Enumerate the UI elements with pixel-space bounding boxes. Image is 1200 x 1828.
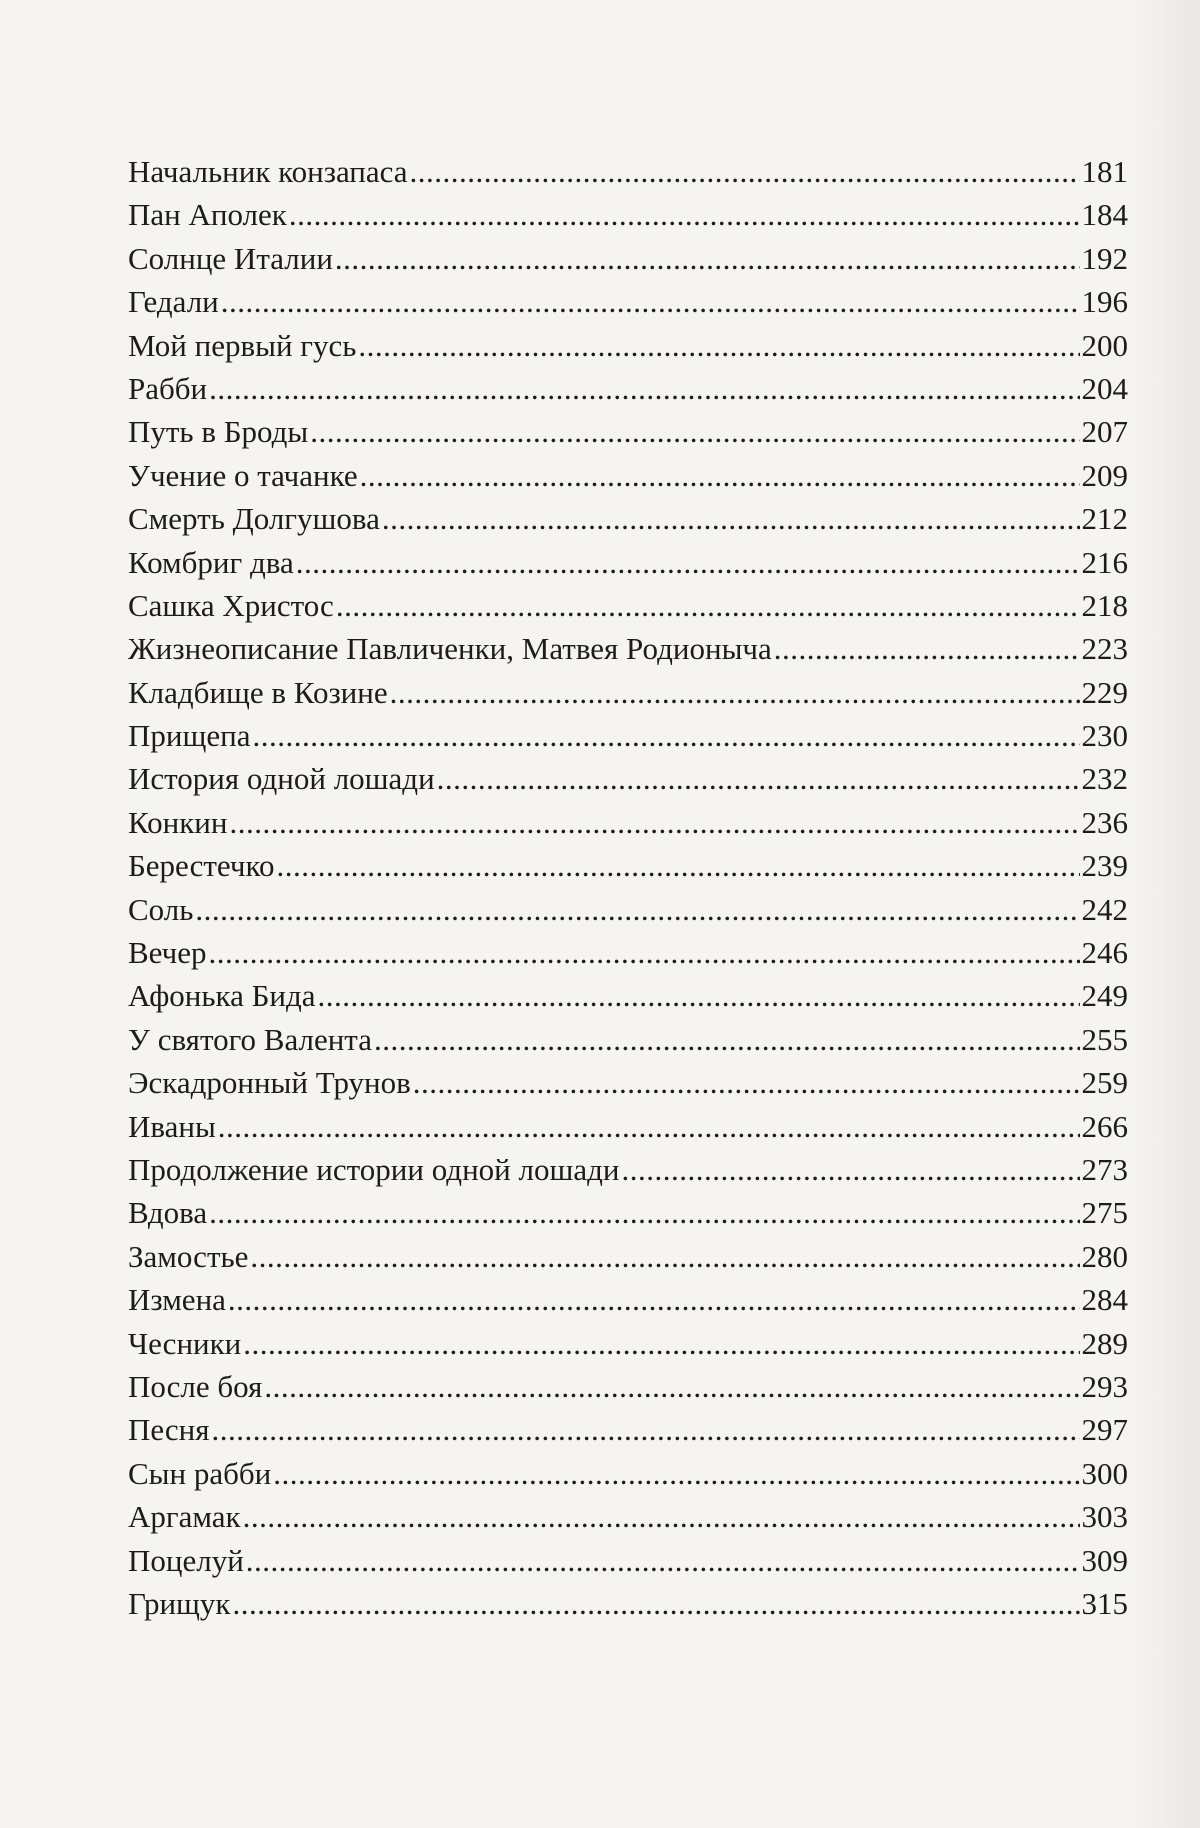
toc-entry (128, 497, 1128, 540)
toc-entry (128, 1191, 1128, 1234)
toc-dot-leader (437, 757, 1080, 800)
toc-entry-title: Смерть Долгушова (128, 501, 380, 537)
toc-entry-title: Песня (128, 1412, 210, 1448)
toc-entry-title: Путь в Броды (128, 414, 309, 450)
toc-entry (128, 931, 1128, 974)
toc-dot-leader (360, 454, 1080, 497)
toc-entry-page-number: 218 (1081, 587, 1128, 623)
toc-entry-title: История одной лошади (128, 761, 435, 797)
toc-entry-page-number: 196 (1081, 284, 1128, 320)
toc-entry-page-number: 275 (1081, 1195, 1128, 1231)
toc-entry (128, 280, 1128, 323)
toc-entry-page-number: 200 (1081, 327, 1128, 363)
toc-entry-title: Берестечко (128, 848, 275, 884)
toc-dot-leader (289, 193, 1080, 236)
toc-dot-leader (246, 1539, 1080, 1582)
toc-entry-page-number: 209 (1081, 457, 1128, 493)
toc-entry-title: Сын рабби (128, 1455, 272, 1491)
toc-entry (128, 714, 1128, 757)
toc-dot-leader (209, 931, 1080, 974)
toc-entry-title: Начальник конзапаса (128, 154, 408, 189)
toc-entry-title: Аргамак (128, 1499, 241, 1535)
toc-entry-title: Продолжение истории одной лошади (128, 1151, 620, 1187)
toc-entry (128, 367, 1128, 410)
toc-dot-leader (195, 888, 1079, 931)
toc-entry (128, 1408, 1128, 1451)
toc-entry (128, 1452, 1128, 1495)
toc-dot-leader (273, 1452, 1079, 1495)
toc-entry-page-number: 284 (1081, 1282, 1128, 1318)
page-edge-shadow (1130, 0, 1200, 1828)
toc-dot-leader (221, 280, 1080, 323)
toc-dot-leader (233, 1582, 1080, 1625)
toc-entry-page-number: 184 (1081, 197, 1128, 233)
toc-entry (128, 237, 1128, 280)
toc-entry-title: После боя (128, 1368, 263, 1404)
toc-dot-leader (310, 410, 1079, 453)
toc-entry-page-number: 249 (1081, 978, 1128, 1014)
toc-dot-leader (212, 1408, 1080, 1451)
toc-entry-page-number: 280 (1081, 1238, 1128, 1274)
toc-entry-page-number: 315 (1081, 1585, 1128, 1621)
toc-entry (128, 541, 1128, 584)
toc-entry-page-number: 289 (1081, 1325, 1128, 1361)
toc-entry-page-number: 246 (1081, 935, 1128, 971)
toc-entry (128, 1235, 1128, 1278)
toc-entry (128, 1582, 1128, 1625)
toc-entry-title: Пан Аполек (128, 197, 287, 233)
toc-entry-page-number: 236 (1081, 804, 1128, 840)
toc-dot-leader (374, 1018, 1080, 1061)
toc-entry-page-number: 232 (1081, 761, 1128, 797)
toc-entry-title: Эскадронный Трунов (128, 1065, 411, 1101)
toc-entry-title: Афонька Бида (128, 978, 316, 1014)
toc-dot-leader (229, 801, 1079, 844)
toc-dot-leader (209, 1191, 1079, 1234)
toc-dot-leader (228, 1278, 1080, 1321)
toc-dot-leader (774, 627, 1080, 670)
toc-entry-page-number: 216 (1081, 544, 1128, 580)
toc-entry (128, 844, 1128, 887)
toc-entry-page-number: 212 (1081, 501, 1128, 537)
toc-entry-title: Солнце Италии (128, 240, 333, 276)
toc-entry (128, 627, 1128, 670)
toc-dot-leader (413, 1061, 1080, 1104)
toc-entry-page-number: 223 (1081, 631, 1128, 667)
toc-entry-title: Комбриг два (128, 544, 294, 580)
toc-entry-title: Прищепа (128, 718, 251, 754)
toc-entry-title: Сашка Христос (128, 587, 334, 623)
toc-entry-page-number: 192 (1081, 240, 1128, 276)
toc-entry (128, 888, 1128, 931)
toc-entry-page-number: 229 (1081, 674, 1128, 710)
toc-dot-leader (264, 1365, 1079, 1408)
toc-entry (128, 1105, 1128, 1148)
toc-entry-page-number: 266 (1081, 1108, 1128, 1144)
toc-entry-title: Жизнеописание Павличенки, Матвея Родионыча (128, 631, 772, 667)
toc-entry-page-number: 242 (1081, 891, 1128, 927)
toc-dot-leader (318, 974, 1080, 1017)
toc-dot-leader (621, 1148, 1079, 1191)
toc-entry (128, 193, 1128, 236)
toc-entry (128, 801, 1128, 844)
toc-entry-title: Кладбище в Козине (128, 674, 388, 710)
toc-entry-page-number: 303 (1081, 1499, 1128, 1535)
toc-dot-leader (390, 671, 1080, 714)
toc-entry-page-number: 297 (1081, 1412, 1128, 1448)
toc-entry (128, 671, 1128, 714)
toc-entry-title: Грищук (128, 1585, 231, 1621)
toc-entry-page-number: 181 (1081, 154, 1128, 189)
toc-entry-title: Измена (128, 1282, 226, 1318)
toc-entry (128, 410, 1128, 453)
toc-entry (128, 974, 1128, 1017)
toc-entry-title: Гедали (128, 284, 219, 320)
toc-entry-title: Вечер (128, 935, 207, 971)
toc-entry (128, 1148, 1128, 1191)
toc-entry (128, 1061, 1128, 1104)
toc-entry (128, 1365, 1128, 1408)
toc-entry-page-number: 259 (1081, 1065, 1128, 1101)
toc-entry-page-number: 230 (1081, 718, 1128, 754)
toc-entry-page-number: 300 (1081, 1455, 1128, 1491)
toc-entry (128, 454, 1128, 497)
toc-dot-leader (358, 324, 1079, 367)
toc-entry-title: Соль (128, 891, 194, 927)
toc-entry-title: Мой первый гусь (128, 327, 357, 363)
toc-entry-page-number: 293 (1081, 1368, 1128, 1404)
toc-dot-leader (218, 1105, 1080, 1148)
toc-dot-leader (410, 150, 1080, 193)
toc-entry-page-number: 204 (1081, 370, 1128, 406)
toc-entry (128, 1278, 1128, 1321)
toc-entry-page-number: 309 (1081, 1542, 1128, 1578)
toc-entry-title: Иваны (128, 1108, 216, 1144)
toc-dot-leader (209, 367, 1079, 410)
toc-entry-title: Учение о тачанке (128, 457, 358, 493)
toc-dot-leader (336, 584, 1080, 627)
toc-entry (128, 584, 1128, 627)
toc-entry-page-number: 239 (1081, 848, 1128, 884)
toc-dot-leader (250, 1235, 1079, 1278)
toc-dot-leader (296, 541, 1080, 584)
toc-entry (128, 150, 1128, 193)
toc-entry-title: Чесники (128, 1325, 242, 1361)
toc-entry (128, 324, 1128, 367)
toc-entry (128, 1322, 1128, 1365)
table-of-contents (128, 150, 1128, 1625)
toc-dot-leader (243, 1322, 1079, 1365)
toc-entry (128, 1495, 1128, 1538)
toc-entry-title: Конкин (128, 804, 228, 840)
toc-entry (128, 757, 1128, 800)
toc-dot-leader (335, 237, 1080, 280)
toc-dot-leader (276, 844, 1079, 887)
toc-entry-title: Рабби (128, 370, 208, 406)
toc-entry-page-number: 207 (1081, 414, 1128, 450)
toc-entry-title: Вдова (128, 1195, 208, 1231)
toc-entry (128, 1539, 1128, 1582)
toc-dot-leader (243, 1495, 1080, 1538)
toc-dot-leader (252, 714, 1079, 757)
toc-entry-title: Замостье (128, 1238, 249, 1274)
toc-entry-title: Поцелуй (128, 1542, 244, 1578)
toc-entry-page-number: 273 (1081, 1151, 1128, 1187)
toc-entry-title: У святого Валента (128, 1021, 372, 1057)
toc-entry (128, 1018, 1128, 1061)
toc-dot-leader (382, 497, 1080, 540)
toc-entry-page-number: 255 (1081, 1021, 1128, 1057)
